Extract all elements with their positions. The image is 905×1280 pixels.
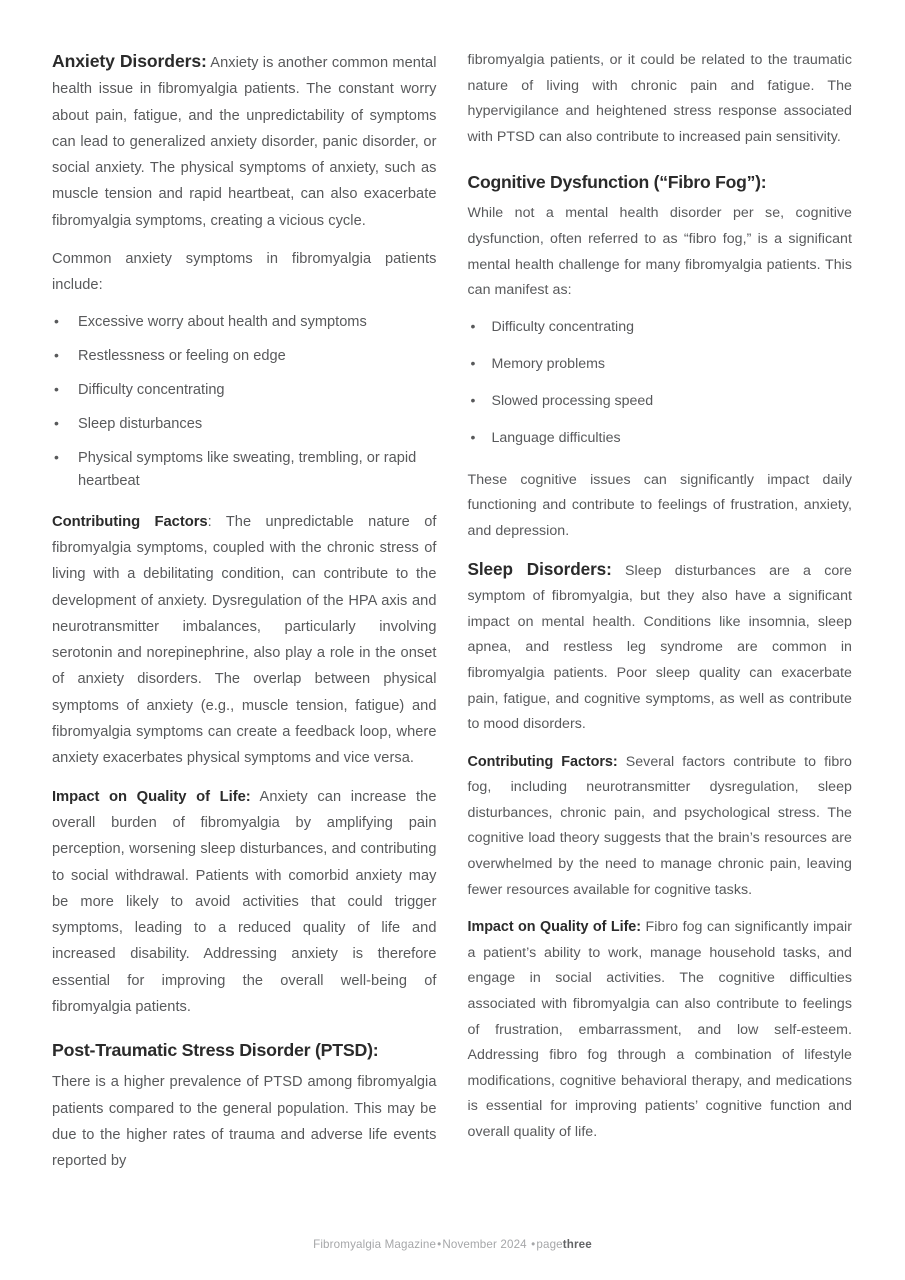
list-item: • Restlessness or feeling on edge bbox=[52, 345, 437, 368]
list-item: • Sleep disturbances bbox=[52, 413, 437, 436]
footer-page-word: page bbox=[536, 1238, 563, 1251]
cognitive-symptoms-list bbox=[468, 316, 853, 450]
contributing-factors-body: : The unpredictable nature of fibromyalgia symptoms, coupled with the chronic stress of living with a debilitating condition, can contribute to the development of anxiety. Dysregulation of the HPA axis and neurotransmitter imbalances, particularly involving serotonin and norepinephrine, also play a role in the onset of anxiety disorders. The overlap between physical symptoms of anxiety (e.g., muscle tension, fatigue) and fibromyalgia symptoms can create a feedback loop, where anxiety exacerbates physical symptoms and vice versa. bbox=[52, 513, 437, 767]
list-item: • Difficulty concentrating bbox=[52, 379, 437, 402]
impact-quality-of-life-paragraph bbox=[52, 784, 437, 1021]
list-item: • Difficulty concentrating bbox=[468, 316, 853, 339]
footer-publication: Fibromyalgia Magazine bbox=[313, 1238, 437, 1251]
fibro-fog-contributing-factors-body: Several factors contribute to fibro fog, including neurotransmitter dysregulation, sleep disturbances, chronic pain, and psychological stress. The cognitive load theory suggests that the brain’s resources are overwhelmed by the need to manage chronic pain, leaving fewer resources available for cognitive tasks. bbox=[467, 753, 852, 898]
two-column-layout bbox=[52, 48, 852, 1175]
list-item: • Excessive worry about health and symptoms bbox=[52, 311, 437, 334]
anxiety-symptoms-list bbox=[52, 311, 437, 493]
fibro-fog-contributing-factors-lead-in: Contributing Factors: bbox=[467, 753, 618, 770]
footer-issue: November 2024 bbox=[442, 1238, 527, 1251]
anxiety-symptoms-intro: Common anxiety symptoms in fibromyalgia patients include: bbox=[52, 251, 437, 294]
right-column bbox=[468, 48, 853, 1175]
left-column bbox=[52, 48, 437, 1175]
fibro-fog-impact-lead-in: Impact on Quality of Life: bbox=[467, 919, 642, 936]
ptsd-paragraph: There is a higher prevalence of PTSD among fibromyalgia patients compared to the general population. This may be due to the higher rates of trauma and adverse life events reported by bbox=[52, 1074, 437, 1170]
sleep-disorders-paragraph bbox=[468, 557, 853, 738]
footer-separator-2: • bbox=[531, 1238, 536, 1251]
fibro-fog-impact-paragraph bbox=[468, 915, 853, 1145]
contributing-factors-lead-in: Contributing Factors bbox=[52, 513, 208, 530]
impact-quality-of-life-lead-in: Impact on Quality of Life: bbox=[52, 788, 251, 805]
ptsd-continued-paragraph: fibromyalgia patients, or it could be related to the traumatic nature of living with chronic pain and fatigue. The hypervigilance and heightened stress response associated with PTSD can also contribute to increased pain sensitivity. bbox=[467, 52, 852, 145]
impact-quality-of-life-body: Anxiety can increase the overall burden of fibromyalgia by amplifying pain perception, worsening sleep disturbances, and contributing to social withdrawal. Patients with comorbid anxiety may be more likely to avoid activities that could trigger symptoms, leading to a reduced quality of life and increased disability. Addressing anxiety is therefore essential for improving the overall well-being of fibromyalgia patients. bbox=[52, 788, 437, 1016]
cognitive-dysfunction-paragraph: While not a mental health disorder per se, cognitive dysfunction, often referred to as “fibro fog,” is a significant mental health challenge for many fibromyalgia patients. This can manifest as: bbox=[467, 205, 852, 299]
ptsd-heading: Post-Traumatic Stress Disorder (PTSD): bbox=[52, 1040, 379, 1061]
cognitive-closing-paragraph: These cognitive issues can significantly impact daily functioning and contribute to feelings of frustration, anxiety, and depression. bbox=[467, 471, 852, 539]
fibro-fog-impact-body: Fibro fog can significantly impair a patient’s ability to work, manage household tasks, and engage in social activities. The cognitive difficulties associated with fibromyalgia can also contribute to feelings of frustration, embarrassment, and low self-esteem. Addressing fibro fog through a combination of lifestyle modifications, cognitive behavioral therapy, and medications is essential for improving patients’ cognitive function and overall quality of life. bbox=[467, 919, 852, 1140]
list-item: • Physical symptoms like sweating, trembling, or rapid heartbeat bbox=[52, 447, 437, 493]
anxiety-disorders-lead-in: Anxiety Disorders: bbox=[52, 51, 207, 71]
page-footer bbox=[0, 1238, 905, 1252]
footer-page-number: three bbox=[562, 1238, 592, 1251]
list-item: • Slowed processing speed bbox=[468, 390, 853, 413]
anxiety-disorders-paragraph bbox=[52, 48, 437, 234]
footer-separator-1: • bbox=[437, 1238, 442, 1251]
cognitive-dysfunction-heading: Cognitive Dysfunction (“Fibro Fog”): bbox=[467, 172, 767, 193]
list-item: • Language difficulties bbox=[468, 427, 853, 450]
anxiety-disorders-body: Anxiety is another common mental health issue in fibromyalgia patients. The constant worry about pain, fatigue, and the unpredictability of symptoms can lead to generalized anxiety disorder, panic disorder, or social anxiety. The physical symptoms of anxiety, such as muscle tension and rapid heartbeat, can also exacerbate fibromyalgia symptoms, creating a vicious cycle. bbox=[52, 55, 437, 229]
fibro-fog-contributing-factors-paragraph bbox=[468, 750, 853, 904]
sleep-disorders-lead-in: Sleep Disorders: bbox=[467, 558, 612, 579]
sleep-disorders-body: Sleep disturbances are a core symptom of fibromyalgia, but they also have a significant impact on mental health. Conditions like insomnia, sleep apnea, and restless leg syndrome are common in fibromyalgia patients. Poor sleep quality can exacerbate pain, fatigue, and cognitive symptoms, as well as contribute to mood disorders. bbox=[467, 562, 852, 733]
contributing-factors-paragraph bbox=[52, 509, 437, 772]
list-item: • Memory problems bbox=[468, 353, 853, 376]
